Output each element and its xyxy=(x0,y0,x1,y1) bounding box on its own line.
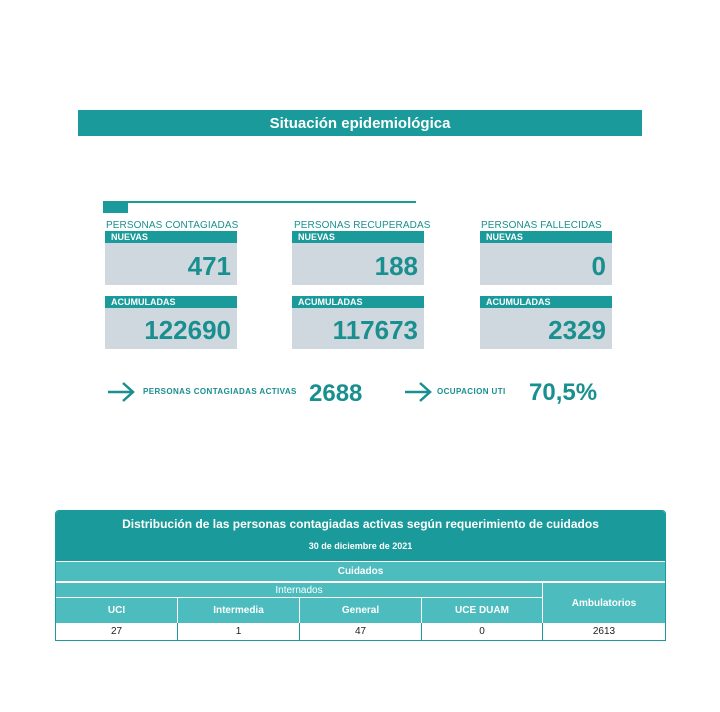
card-fallecidas-acc-value: 2329 xyxy=(480,308,612,349)
card-fallecidas-acc-label: ACUMULADAS xyxy=(480,296,612,308)
card-fallecidas-new-label: NUEVAS xyxy=(480,231,612,243)
card-contagiadas-new-label: NUEVAS xyxy=(105,231,237,243)
distribution-header xyxy=(56,511,665,561)
summary-active-label: PERSONAS CONTAGIADAS ACTIVAS xyxy=(143,387,297,396)
value-intermedia: 1 xyxy=(178,623,300,640)
card-contagiadas-acc-value: 122690 xyxy=(105,308,237,349)
summary-uti-value: 70,5% xyxy=(529,379,598,406)
value-ambulatorios: 2613 xyxy=(543,623,665,640)
internados-header: Internados xyxy=(56,582,543,597)
summary-active-value: 2688 xyxy=(309,380,363,407)
col-uci: UCI xyxy=(56,597,178,623)
card-fallecidas-new-value: 0 xyxy=(480,243,612,285)
arrow-right-icon xyxy=(403,380,433,404)
decorative-bar-block xyxy=(103,201,128,213)
col-intermedia: Intermedia xyxy=(178,597,300,623)
value-general: 47 xyxy=(300,623,422,640)
card-recuperadas-title: PERSONAS RECUPERADAS xyxy=(294,220,431,231)
card-recuperadas-acc-label: ACUMULADAS xyxy=(292,296,424,308)
distribution-title: Distribución de las personas contagiadas activas según requerimiento de cuidados xyxy=(122,517,599,531)
page-title: Situación epidemiológica xyxy=(78,110,642,136)
value-uce-duam: 0 xyxy=(422,623,543,640)
cuidados-header: Cuidados xyxy=(56,561,665,581)
col-general: General xyxy=(300,597,422,623)
card-recuperadas-new-label: NUEVAS xyxy=(292,231,424,243)
card-contagiadas-acc-label: ACUMULADAS xyxy=(105,296,237,308)
distribution-table xyxy=(55,510,666,641)
col-uce-duam: UCE DUAM xyxy=(422,597,543,623)
card-recuperadas-acc-value: 117673 xyxy=(292,308,424,349)
card-contagiadas-new-value: 471 xyxy=(105,243,237,285)
arrow-right-icon xyxy=(106,380,136,404)
summary-uti-label: OCUPACION UTI xyxy=(437,387,506,396)
value-uci: 27 xyxy=(56,623,178,640)
decorative-bar-line xyxy=(128,201,416,203)
card-fallecidas-title: PERSONAS FALLECIDAS xyxy=(481,220,602,231)
col-ambulatorios: Ambulatorios xyxy=(543,582,665,623)
card-recuperadas-new-value: 188 xyxy=(292,243,424,285)
distribution-date: 30 de diciembre de 2021 xyxy=(308,541,413,551)
card-contagiadas-title: PERSONAS CONTAGIADAS xyxy=(106,220,239,231)
